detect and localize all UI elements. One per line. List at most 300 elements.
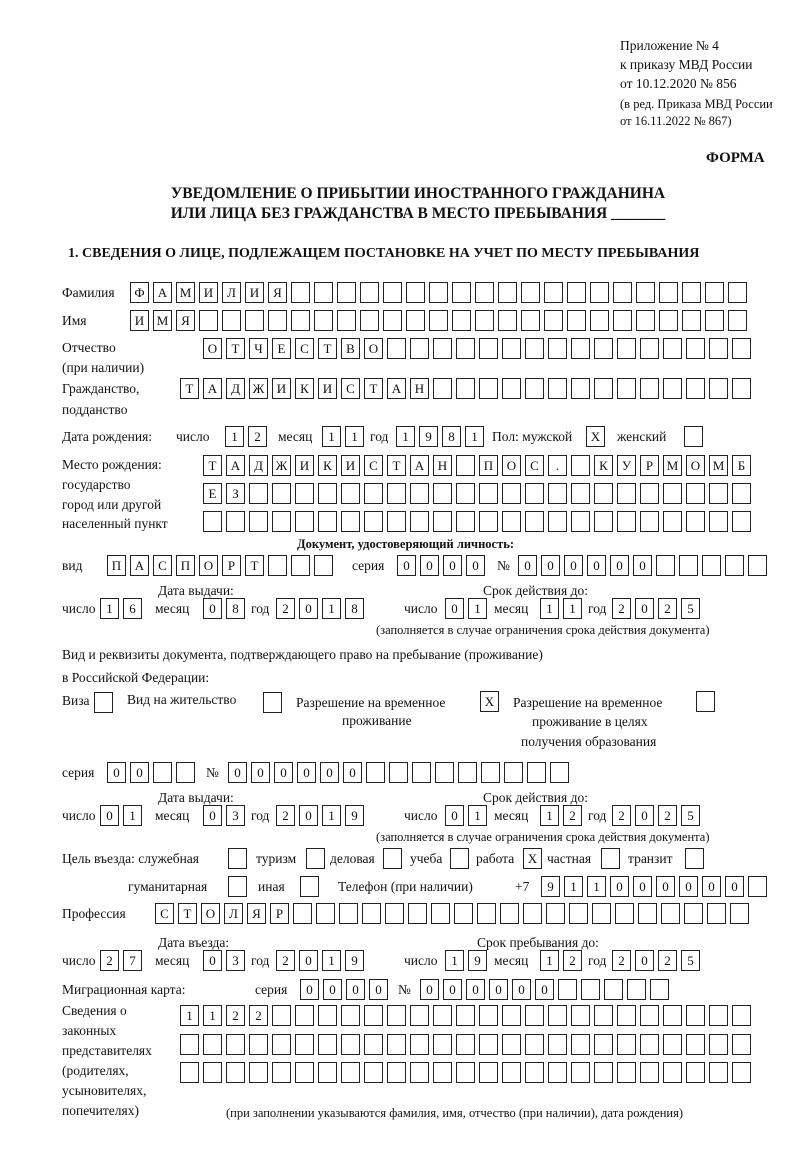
char-cell[interactable] (316, 903, 335, 924)
char-cell[interactable]: 9 (541, 876, 560, 897)
char-cell[interactable]: 1 (322, 805, 341, 826)
char-cell[interactable] (636, 282, 655, 303)
char-cell[interactable] (686, 378, 705, 399)
char-cell[interactable] (525, 1005, 544, 1026)
char-cell[interactable] (679, 555, 698, 576)
char-cell[interactable] (571, 483, 590, 504)
char-cell[interactable]: 0 (702, 876, 721, 897)
char-cell[interactable]: 0 (610, 876, 629, 897)
char-cell[interactable]: 9 (345, 950, 364, 971)
char-cell[interactable]: Я (176, 310, 195, 331)
char-cell[interactable] (475, 310, 494, 331)
char-cell[interactable] (291, 282, 310, 303)
char-cell[interactable] (268, 555, 287, 576)
char-cell[interactable] (387, 483, 406, 504)
char-cell[interactable] (732, 378, 751, 399)
char-cell[interactable] (663, 1034, 682, 1055)
char-cell[interactable]: Б (732, 455, 751, 476)
char-cell[interactable]: 1 (225, 426, 244, 447)
char-cell[interactable]: 5 (681, 598, 700, 619)
char-cell[interactable]: 0 (369, 979, 388, 1000)
char-cell[interactable] (617, 483, 636, 504)
char-cell[interactable] (725, 555, 744, 576)
char-cell[interactable]: 0 (203, 950, 222, 971)
char-cell[interactable] (659, 310, 678, 331)
char-cell[interactable]: Т (203, 455, 222, 476)
char-cell[interactable] (408, 903, 427, 924)
char-cell[interactable] (663, 338, 682, 359)
char-cell[interactable] (636, 310, 655, 331)
char-cell[interactable] (362, 903, 381, 924)
char-cell[interactable] (525, 1034, 544, 1055)
char-cell[interactable] (571, 511, 590, 532)
char-cell[interactable]: Н (433, 455, 452, 476)
char-cell[interactable] (314, 555, 333, 576)
char-cell[interactable] (387, 1062, 406, 1083)
char-cell[interactable] (475, 282, 494, 303)
char-cell[interactable]: 3 (226, 805, 245, 826)
char-cell[interactable]: 2 (100, 950, 119, 971)
char-cell[interactable]: 1 (203, 1005, 222, 1026)
char-cell[interactable]: 0 (564, 555, 583, 576)
char-cell[interactable] (594, 1005, 613, 1026)
char-cell[interactable] (341, 483, 360, 504)
char-cell[interactable] (709, 1005, 728, 1026)
char-cell[interactable] (663, 1062, 682, 1083)
char-cell[interactable]: 1 (540, 598, 559, 619)
char-cell[interactable]: 0 (397, 555, 416, 576)
char-cell[interactable] (709, 1062, 728, 1083)
char-cell[interactable] (318, 483, 337, 504)
char-cell[interactable] (594, 1034, 613, 1055)
char-cell[interactable] (479, 338, 498, 359)
char-cell[interactable] (295, 483, 314, 504)
char-cell[interactable] (709, 1034, 728, 1055)
char-cell[interactable]: 0 (323, 979, 342, 1000)
char-cell[interactable] (590, 282, 609, 303)
char-cell[interactable] (364, 483, 383, 504)
char-cell[interactable] (364, 1034, 383, 1055)
char-cell[interactable]: А (153, 282, 172, 303)
char-cell[interactable] (456, 1062, 475, 1083)
char-cell[interactable] (571, 1062, 590, 1083)
char-cell[interactable] (318, 1005, 337, 1026)
char-cell[interactable] (661, 903, 680, 924)
char-cell[interactable]: 0 (541, 555, 560, 576)
char-cell[interactable] (558, 979, 577, 1000)
char-cell[interactable] (502, 483, 521, 504)
char-cell[interactable]: Р (270, 903, 289, 924)
char-cell[interactable]: Т (180, 378, 199, 399)
char-cell[interactable] (387, 338, 406, 359)
char-cell[interactable] (295, 511, 314, 532)
char-cell[interactable] (249, 1034, 268, 1055)
char-cell[interactable] (477, 903, 496, 924)
char-cell[interactable] (502, 378, 521, 399)
char-cell[interactable] (452, 282, 471, 303)
char-cell[interactable] (479, 483, 498, 504)
char-cell[interactable] (226, 511, 245, 532)
char-cell[interactable] (732, 1062, 751, 1083)
char-cell[interactable] (387, 1034, 406, 1055)
char-cell[interactable]: А (130, 555, 149, 576)
char-cell[interactable] (709, 483, 728, 504)
char-cell[interactable] (702, 555, 721, 576)
char-cell[interactable] (387, 1005, 406, 1026)
char-cell[interactable] (245, 310, 264, 331)
char-cell[interactable] (567, 282, 586, 303)
char-cell[interactable] (571, 1005, 590, 1026)
char-cell[interactable]: О (686, 455, 705, 476)
char-cell[interactable] (456, 378, 475, 399)
char-cell[interactable] (650, 979, 669, 1000)
checkbox-cell[interactable] (685, 848, 704, 869)
char-cell[interactable] (456, 455, 475, 476)
char-cell[interactable] (640, 338, 659, 359)
char-cell[interactable]: М (709, 455, 728, 476)
char-cell[interactable] (732, 1005, 751, 1026)
char-cell[interactable]: 1 (540, 805, 559, 826)
char-cell[interactable]: 0 (443, 555, 462, 576)
char-cell[interactable] (550, 762, 569, 783)
char-cell[interactable] (272, 1005, 291, 1026)
char-cell[interactable] (617, 338, 636, 359)
char-cell[interactable] (318, 1034, 337, 1055)
char-cell[interactable] (433, 1005, 452, 1026)
char-cell[interactable]: К (594, 455, 613, 476)
char-cell[interactable] (640, 378, 659, 399)
char-cell[interactable]: 0 (725, 876, 744, 897)
char-cell[interactable] (569, 903, 588, 924)
char-cell[interactable] (594, 338, 613, 359)
char-cell[interactable] (410, 483, 429, 504)
char-cell[interactable]: 0 (297, 762, 316, 783)
char-cell[interactable] (548, 1005, 567, 1026)
char-cell[interactable]: 1 (587, 876, 606, 897)
char-cell[interactable] (686, 483, 705, 504)
char-cell[interactable]: 9 (468, 950, 487, 971)
char-cell[interactable] (707, 903, 726, 924)
char-cell[interactable] (360, 282, 379, 303)
char-cell[interactable]: 0 (445, 598, 464, 619)
char-cell[interactable] (732, 511, 751, 532)
char-cell[interactable] (498, 310, 517, 331)
char-cell[interactable]: К (295, 378, 314, 399)
char-cell[interactable] (656, 555, 675, 576)
char-cell[interactable]: 2 (276, 805, 295, 826)
char-cell[interactable]: Т (245, 555, 264, 576)
char-cell[interactable]: 6 (123, 598, 142, 619)
char-cell[interactable]: 1 (468, 805, 487, 826)
char-cell[interactable]: 0 (343, 762, 362, 783)
char-cell[interactable]: 0 (635, 598, 654, 619)
char-cell[interactable] (567, 310, 586, 331)
char-cell[interactable]: 2 (276, 950, 295, 971)
char-cell[interactable] (291, 310, 310, 331)
char-cell[interactable] (387, 511, 406, 532)
char-cell[interactable]: 0 (489, 979, 508, 1000)
char-cell[interactable] (640, 1005, 659, 1026)
char-cell[interactable] (410, 338, 429, 359)
char-cell[interactable] (732, 1034, 751, 1055)
char-cell[interactable]: 5 (681, 805, 700, 826)
char-cell[interactable]: 1 (322, 598, 341, 619)
char-cell[interactable] (456, 511, 475, 532)
char-cell[interactable]: 1 (564, 876, 583, 897)
char-cell[interactable] (429, 310, 448, 331)
char-cell[interactable]: 2 (249, 1005, 268, 1026)
char-cell[interactable] (525, 511, 544, 532)
char-cell[interactable]: 9 (419, 426, 438, 447)
char-cell[interactable] (527, 762, 546, 783)
char-cell[interactable]: 0 (679, 876, 698, 897)
char-cell[interactable]: 1 (540, 950, 559, 971)
char-cell[interactable]: 3 (226, 950, 245, 971)
char-cell[interactable] (410, 511, 429, 532)
char-cell[interactable]: Е (272, 338, 291, 359)
checkbox-cell[interactable] (263, 692, 282, 713)
char-cell[interactable] (410, 1005, 429, 1026)
char-cell[interactable] (548, 338, 567, 359)
char-cell[interactable] (314, 310, 333, 331)
checkbox-cell[interactable] (94, 692, 113, 713)
char-cell[interactable] (504, 762, 523, 783)
char-cell[interactable] (366, 762, 385, 783)
char-cell[interactable] (663, 1005, 682, 1026)
char-cell[interactable]: 0 (635, 805, 654, 826)
char-cell[interactable] (389, 762, 408, 783)
char-cell[interactable] (686, 1062, 705, 1083)
char-cell[interactable] (613, 282, 632, 303)
char-cell[interactable]: Т (318, 338, 337, 359)
char-cell[interactable] (640, 1062, 659, 1083)
char-cell[interactable]: П (107, 555, 126, 576)
char-cell[interactable] (341, 1034, 360, 1055)
char-cell[interactable]: 8 (442, 426, 461, 447)
char-cell[interactable] (456, 1034, 475, 1055)
char-cell[interactable] (337, 282, 356, 303)
char-cell[interactable] (705, 310, 724, 331)
char-cell[interactable]: 0 (130, 762, 149, 783)
char-cell[interactable] (640, 511, 659, 532)
char-cell[interactable] (709, 378, 728, 399)
char-cell[interactable] (594, 483, 613, 504)
char-cell[interactable]: 0 (203, 598, 222, 619)
char-cell[interactable] (663, 511, 682, 532)
char-cell[interactable] (730, 903, 749, 924)
char-cell[interactable]: О (201, 903, 220, 924)
checkbox-cell[interactable] (306, 848, 325, 869)
char-cell[interactable]: М (663, 455, 682, 476)
char-cell[interactable]: О (364, 338, 383, 359)
char-cell[interactable]: О (502, 455, 521, 476)
char-cell[interactable] (728, 310, 747, 331)
char-cell[interactable]: 0 (299, 805, 318, 826)
char-cell[interactable]: Ж (272, 455, 291, 476)
char-cell[interactable]: И (199, 282, 218, 303)
char-cell[interactable] (638, 903, 657, 924)
char-cell[interactable] (686, 1005, 705, 1026)
checkbox-cell[interactable] (684, 426, 703, 447)
char-cell[interactable]: Л (222, 282, 241, 303)
char-cell[interactable]: Т (364, 378, 383, 399)
char-cell[interactable]: 0 (251, 762, 270, 783)
char-cell[interactable]: С (155, 903, 174, 924)
char-cell[interactable] (385, 903, 404, 924)
char-cell[interactable]: Ж (249, 378, 268, 399)
char-cell[interactable] (203, 511, 222, 532)
char-cell[interactable]: О (199, 555, 218, 576)
char-cell[interactable] (548, 483, 567, 504)
char-cell[interactable] (222, 310, 241, 331)
char-cell[interactable]: О (203, 338, 222, 359)
char-cell[interactable] (433, 378, 452, 399)
char-cell[interactable] (640, 1034, 659, 1055)
char-cell[interactable] (410, 1034, 429, 1055)
char-cell[interactable]: 2 (612, 805, 631, 826)
checkbox-cell[interactable]: X (480, 691, 499, 712)
char-cell[interactable] (341, 511, 360, 532)
char-cell[interactable] (544, 282, 563, 303)
char-cell[interactable] (682, 282, 701, 303)
char-cell[interactable]: И (130, 310, 149, 331)
char-cell[interactable]: Т (226, 338, 245, 359)
char-cell[interactable] (594, 378, 613, 399)
char-cell[interactable]: П (479, 455, 498, 476)
char-cell[interactable] (452, 310, 471, 331)
char-cell[interactable] (640, 483, 659, 504)
char-cell[interactable]: 0 (203, 805, 222, 826)
checkbox-cell[interactable] (300, 876, 319, 897)
char-cell[interactable]: 0 (656, 876, 675, 897)
char-cell[interactable] (433, 1034, 452, 1055)
char-cell[interactable] (544, 310, 563, 331)
char-cell[interactable] (456, 483, 475, 504)
char-cell[interactable] (523, 903, 542, 924)
char-cell[interactable]: З (226, 483, 245, 504)
char-cell[interactable] (594, 1062, 613, 1083)
char-cell[interactable] (412, 762, 431, 783)
char-cell[interactable] (479, 1005, 498, 1026)
char-cell[interactable] (709, 511, 728, 532)
char-cell[interactable]: 2 (612, 598, 631, 619)
char-cell[interactable] (431, 903, 450, 924)
char-cell[interactable]: А (226, 455, 245, 476)
char-cell[interactable] (456, 1005, 475, 1026)
char-cell[interactable] (548, 1034, 567, 1055)
char-cell[interactable] (180, 1062, 199, 1083)
char-cell[interactable] (548, 1062, 567, 1083)
char-cell[interactable] (272, 511, 291, 532)
char-cell[interactable]: 0 (228, 762, 247, 783)
char-cell[interactable] (268, 310, 287, 331)
char-cell[interactable]: И (272, 378, 291, 399)
char-cell[interactable] (732, 338, 751, 359)
char-cell[interactable]: Д (226, 378, 245, 399)
char-cell[interactable] (617, 378, 636, 399)
char-cell[interactable] (502, 338, 521, 359)
char-cell[interactable] (203, 1034, 222, 1055)
char-cell[interactable]: 0 (107, 762, 126, 783)
char-cell[interactable] (481, 762, 500, 783)
checkbox-cell[interactable] (228, 876, 247, 897)
char-cell[interactable]: 1 (345, 426, 364, 447)
char-cell[interactable] (659, 282, 678, 303)
char-cell[interactable] (502, 1034, 521, 1055)
char-cell[interactable]: С (153, 555, 172, 576)
char-cell[interactable]: 2 (658, 950, 677, 971)
char-cell[interactable] (500, 903, 519, 924)
char-cell[interactable]: 0 (274, 762, 293, 783)
char-cell[interactable]: 0 (633, 876, 652, 897)
char-cell[interactable] (458, 762, 477, 783)
checkbox-cell[interactable]: X (523, 848, 542, 869)
char-cell[interactable]: Т (178, 903, 197, 924)
char-cell[interactable] (226, 1034, 245, 1055)
char-cell[interactable] (571, 455, 590, 476)
char-cell[interactable] (684, 903, 703, 924)
char-cell[interactable]: 0 (587, 555, 606, 576)
char-cell[interactable] (295, 1005, 314, 1026)
char-cell[interactable] (293, 903, 312, 924)
char-cell[interactable] (364, 1005, 383, 1026)
char-cell[interactable] (617, 1062, 636, 1083)
char-cell[interactable] (433, 1062, 452, 1083)
char-cell[interactable] (291, 555, 310, 576)
char-cell[interactable]: 0 (445, 805, 464, 826)
char-cell[interactable]: 2 (658, 598, 677, 619)
char-cell[interactable] (479, 1062, 498, 1083)
char-cell[interactable]: В (341, 338, 360, 359)
char-cell[interactable]: 8 (226, 598, 245, 619)
char-cell[interactable] (272, 1062, 291, 1083)
char-cell[interactable]: Р (640, 455, 659, 476)
char-cell[interactable] (249, 1062, 268, 1083)
char-cell[interactable]: И (318, 378, 337, 399)
char-cell[interactable] (435, 762, 454, 783)
char-cell[interactable]: 9 (345, 805, 364, 826)
char-cell[interactable] (479, 378, 498, 399)
char-cell[interactable] (502, 1005, 521, 1026)
char-cell[interactable] (295, 1034, 314, 1055)
char-cell[interactable] (686, 1034, 705, 1055)
char-cell[interactable]: 1 (563, 598, 582, 619)
char-cell[interactable] (546, 903, 565, 924)
char-cell[interactable]: 0 (420, 979, 439, 1000)
char-cell[interactable]: С (295, 338, 314, 359)
checkbox-cell[interactable]: X (586, 426, 605, 447)
char-cell[interactable] (433, 483, 452, 504)
char-cell[interactable] (592, 903, 611, 924)
char-cell[interactable]: 2 (563, 950, 582, 971)
char-cell[interactable]: И (245, 282, 264, 303)
char-cell[interactable]: У (617, 455, 636, 476)
char-cell[interactable]: Л (224, 903, 243, 924)
char-cell[interactable]: К (318, 455, 337, 476)
char-cell[interactable] (521, 310, 540, 331)
char-cell[interactable] (314, 282, 333, 303)
char-cell[interactable]: . (548, 455, 567, 476)
char-cell[interactable] (456, 338, 475, 359)
char-cell[interactable] (498, 282, 517, 303)
char-cell[interactable] (705, 282, 724, 303)
char-cell[interactable] (590, 310, 609, 331)
char-cell[interactable] (429, 282, 448, 303)
char-cell[interactable]: 1 (445, 950, 464, 971)
char-cell[interactable] (364, 1062, 383, 1083)
char-cell[interactable] (732, 483, 751, 504)
char-cell[interactable]: 0 (420, 555, 439, 576)
